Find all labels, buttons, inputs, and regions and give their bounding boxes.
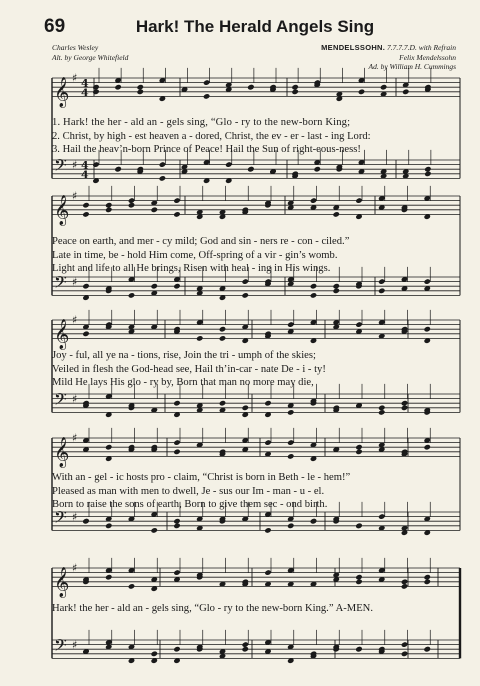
- key-signature: ♯: [72, 313, 78, 327]
- note-head: [196, 335, 203, 341]
- key-signature: ♯: [72, 392, 78, 406]
- note-head: [310, 292, 317, 298]
- note-head: [287, 409, 294, 415]
- bass-clef: 𝄢: [54, 271, 67, 296]
- note-head: [114, 84, 121, 90]
- key-signature: ♯: [72, 275, 78, 289]
- note-head: [355, 321, 362, 327]
- note-head: [105, 207, 112, 213]
- note-head: [173, 449, 180, 455]
- note-head: [287, 523, 294, 529]
- lyric-line: Light and life to all He brings, Risen with heal - ing in His wings.: [52, 263, 331, 274]
- note-head: [310, 518, 317, 524]
- key-signature: ♯: [72, 189, 78, 203]
- bass-clef: 𝄢: [54, 634, 67, 659]
- lyric-line: Mild He lays His glo - ry by, Born that man no more may die,: [52, 377, 314, 388]
- note-head: [92, 161, 99, 167]
- system-2-lyrics: [52, 235, 460, 276]
- note-head: [128, 202, 135, 208]
- note-head: [173, 283, 180, 289]
- note-head: [401, 651, 408, 657]
- note-head: [378, 409, 385, 415]
- note-head: [314, 166, 321, 172]
- lyric-line: Late in time, be - hold Him come, Off-spring of a vir - gin’s womb.: [52, 249, 338, 261]
- system-3-lyrics: [52, 349, 460, 390]
- note-head: [219, 400, 226, 406]
- note-head: [151, 283, 158, 289]
- meter-top: 4: [81, 159, 89, 173]
- lyric-line: Peace on earth, and mer - cy mild; God and sin - ners re - con - ciled.”: [52, 236, 350, 247]
- note-head: [173, 569, 180, 575]
- note-head: [105, 574, 112, 580]
- lyric-line: With an - gel - ic hosts pro - claim, “Christ is born in Beth - le - hem!”: [52, 472, 351, 483]
- system-5-lyrics: [52, 602, 460, 616]
- key-signature: ♯: [72, 561, 78, 575]
- note-head: [355, 523, 362, 529]
- system-4-lyrics: [52, 471, 460, 512]
- note-head: [173, 197, 180, 203]
- lyric-line: Veiled in flesh the God-head see, Hail th’in-car - nate De - i - ty!: [52, 363, 326, 375]
- note-head: [151, 527, 158, 533]
- tune-name: MENDELSSOHN.: [321, 43, 386, 52]
- note-head: [264, 400, 271, 406]
- note-head: [333, 211, 340, 217]
- lyric-line: Born to raise the sons of earth, Born to give them sec - ond birth.: [52, 499, 328, 510]
- hymn-title: Hark! The Herald Angels Sing: [135, 17, 375, 36]
- note-head: [291, 89, 298, 95]
- key-signature: ♯: [72, 638, 78, 652]
- lyric-line: 1. Hark! the her - ald an - gels sing, “Glo - ry to the new-born King;: [52, 117, 351, 128]
- note-head: [380, 84, 387, 90]
- note-head: [151, 651, 158, 657]
- bass-clef: 𝄢: [54, 388, 67, 413]
- system-1-lyrics: [52, 116, 460, 157]
- lyric-line: Joy - ful, all ye na - tions, rise, Join the tri - umph of the skies;: [52, 350, 316, 361]
- lyric-line: 2. Christ, by high - est heaven a - dored, Christ, the ev - er - last - ing Lord:: [52, 130, 371, 142]
- note-head: [401, 405, 408, 411]
- note-head: [82, 331, 89, 337]
- note-head: [333, 283, 340, 289]
- page-number: 69: [44, 16, 66, 37]
- meter: 7.7.7.7.D. with Refrain: [387, 43, 456, 52]
- meter-top: 4: [81, 77, 89, 91]
- note-head: [242, 292, 249, 298]
- note-head: [401, 583, 408, 589]
- key-signature: ♯: [72, 71, 78, 85]
- author-credit: Charles Wesley: [52, 43, 99, 52]
- note-head: [264, 569, 271, 575]
- note-head: [247, 166, 254, 172]
- note-head: [82, 518, 89, 524]
- note-head: [264, 527, 271, 533]
- lyric-line: Hark! the her - ald an - gels sing, “Glo - ry to the new-born King.” A-MEN.: [52, 603, 373, 614]
- note-head: [82, 202, 89, 208]
- note-head: [242, 646, 249, 652]
- note-head: [355, 646, 362, 652]
- key-signature: ♯: [72, 510, 78, 524]
- key-signature: ♯: [72, 158, 78, 172]
- composer-credit: Felix Mendelssohn: [399, 53, 456, 62]
- note-head: [424, 444, 431, 450]
- note-head: [355, 197, 362, 203]
- note-head: [247, 84, 254, 90]
- note-head: [82, 283, 89, 289]
- treble-clef: 𝄞: [54, 195, 70, 226]
- note-head: [137, 89, 144, 95]
- key-signature: ♯: [72, 431, 78, 445]
- note-head: [310, 197, 317, 203]
- treble-clef: 𝄞: [54, 319, 70, 350]
- note-head: [424, 171, 431, 177]
- note-head: [92, 89, 99, 95]
- note-head: [401, 641, 408, 647]
- treble-clef: 𝄞: [54, 437, 70, 468]
- note-head: [424, 278, 431, 284]
- note-head: [355, 579, 362, 585]
- note-head: [287, 453, 294, 459]
- note-head: [159, 161, 166, 167]
- arranger-credit: Ad. by William H. Cummings: [368, 62, 456, 71]
- note-head: [424, 326, 431, 332]
- bass-clef: 𝄢: [54, 154, 67, 179]
- note-head: [219, 326, 226, 332]
- note-head: [105, 523, 112, 529]
- note-head: [424, 646, 431, 652]
- note-head: [159, 175, 166, 181]
- note-head: [173, 646, 180, 652]
- note-head: [203, 79, 210, 85]
- note-head: [173, 523, 180, 529]
- note-head: [358, 89, 365, 95]
- note-head: [287, 439, 294, 445]
- note-head: [264, 439, 271, 445]
- alteration-credit: Alt. by George Whitefield: [52, 53, 129, 62]
- note-head: [424, 579, 431, 585]
- meter-bottom: 4: [81, 86, 89, 100]
- note-head: [225, 161, 232, 167]
- note-head: [402, 89, 409, 95]
- note-head: [128, 583, 135, 589]
- note-head: [82, 211, 89, 217]
- note-head: [173, 400, 180, 406]
- note-head: [105, 444, 112, 450]
- note-head: [203, 93, 210, 99]
- note-head: [173, 211, 180, 217]
- treble-clef: 𝄞: [54, 77, 70, 108]
- note-head: [378, 288, 385, 294]
- treble-clef: 𝄞: [54, 567, 70, 598]
- lyric-line: 3. Hail the heav’n-born Prince of Peace! Hail the Sun of right-eous-ness!: [52, 144, 361, 155]
- note-head: [151, 207, 158, 213]
- note-head: [219, 335, 226, 341]
- note-head: [114, 166, 121, 172]
- note-head: [242, 405, 249, 411]
- note-head: [355, 444, 362, 450]
- note-head: [378, 278, 385, 284]
- bass-clef: 𝄢: [54, 506, 67, 531]
- note-head: [310, 283, 317, 289]
- note-head: [378, 513, 385, 519]
- meter-bottom: 4: [81, 168, 89, 182]
- note-head: [128, 292, 135, 298]
- note-head: [287, 321, 294, 327]
- note-head: [242, 278, 249, 284]
- lyric-line: Pleased as man with men to dwell, Je - sus our Im - man - u - el.: [52, 485, 325, 497]
- note-head: [173, 439, 180, 445]
